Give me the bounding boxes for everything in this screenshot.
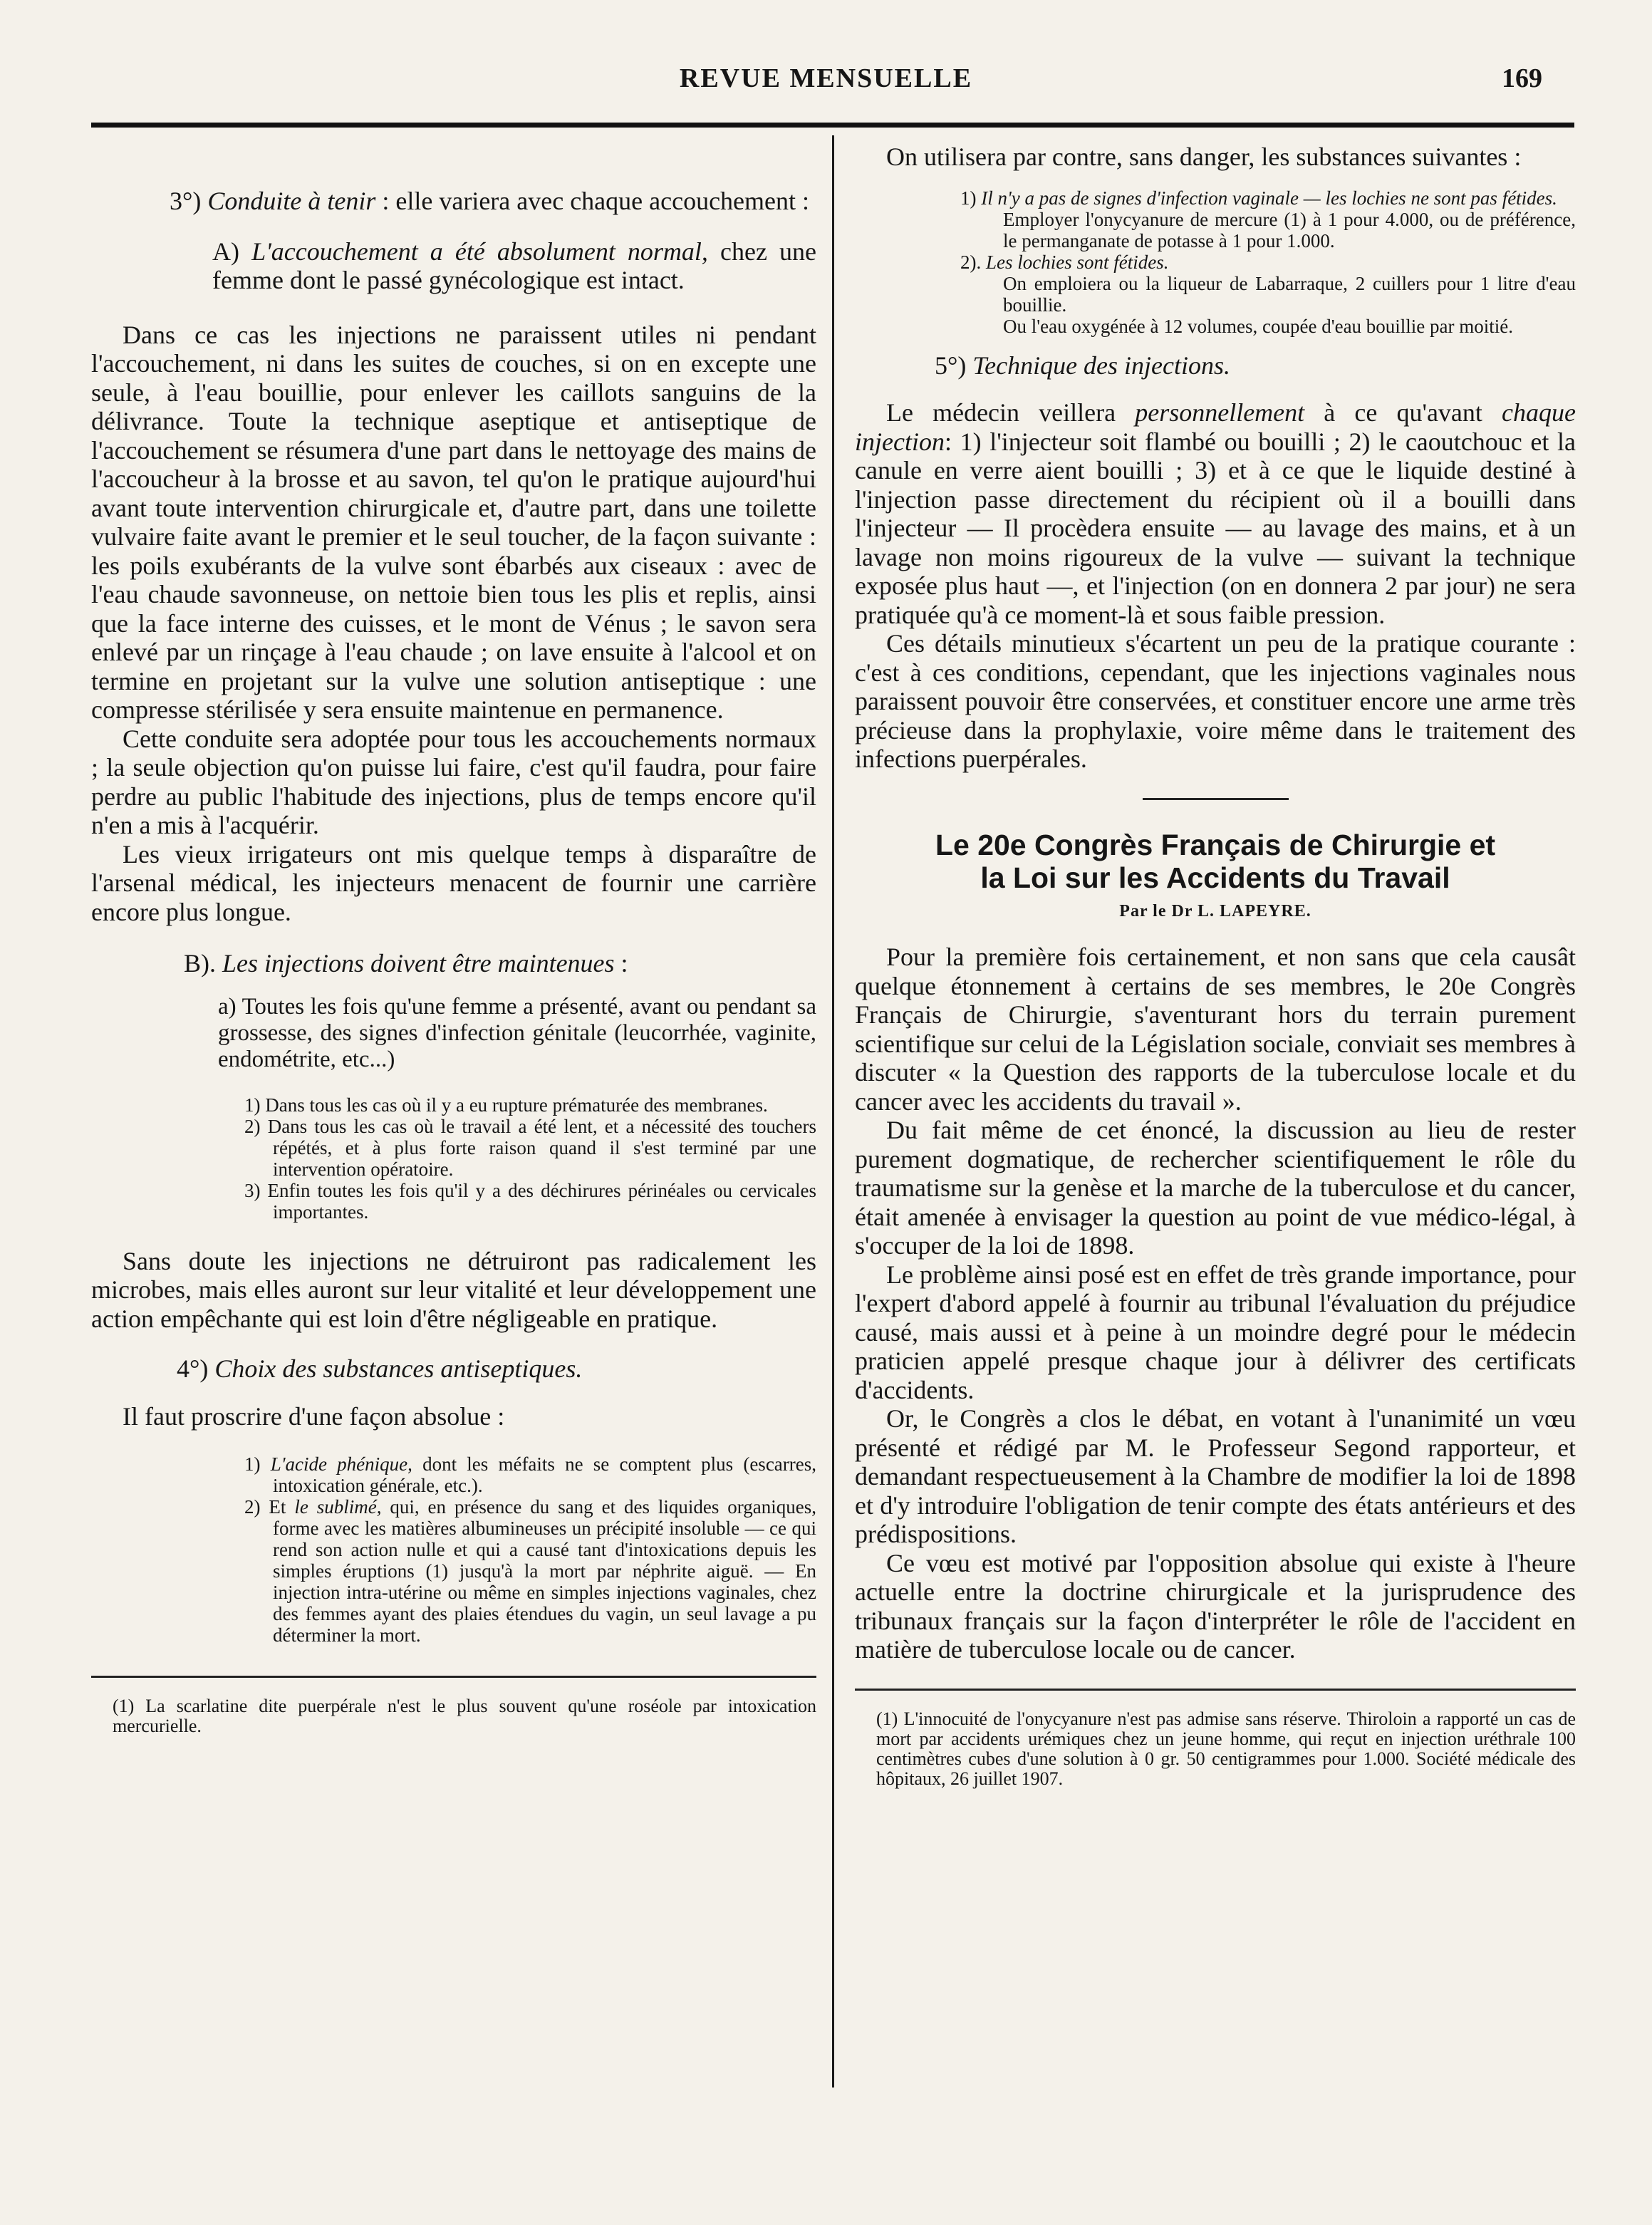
- list-allowed-substances: [960, 187, 1576, 337]
- section-separator: [1143, 798, 1289, 800]
- paragraph-statement: Du fait même de cet énoncé, la discussion au lieu de rester purement dogmatique, de rechercher scientifiquement le rôle du traumatisme sur la genèse et la marche de la tuberculose et du cancer, était amenée à envisager la question au point de vue médico-légal, à s'occuper de la loi de 1898.: [855, 1116, 1576, 1260]
- subsection-a-label: A): [212, 237, 239, 266]
- paragraph-vote: Or, le Congrès a clos le débat, en votant à l'unanimité un vœu présenté et rédigé par M. le Professeur Segond rapporteur, et demandant respectueusement à la Chambre de modifier la loi de 1898 et d'y introduire l'obligation de tenir compte des états antérieurs et des prédispositions.: [855, 1404, 1576, 1548]
- journal-title: REVUE MENSUELLE: [679, 63, 973, 93]
- list-item: 1) Dans tous les cas où il y a eu rupture prématurée des membranes.: [244, 1094, 768, 1116]
- list-item-phenic-acid: [244, 1453, 816, 1496]
- subsection-a-heading: [212, 237, 816, 295]
- list-proscribed-substances: [244, 1453, 816, 1646]
- list-item-text: dont les méfaits ne se comptent plus (escarres, intoxication générale, etc.).: [273, 1453, 817, 1496]
- list-item: 3) Enfin toutes les fois qu'il y a des déchirures périnéales ou cervicales importantes.: [244, 1179, 816, 1223]
- subsection-b-heading: [184, 949, 816, 978]
- footnote-right: (1) L'innocuité de l'onycyanure n'est pas admise sans réserve. Thiroloin a rapporté un cas de mort par accidents urémiques chez un jeune homme, qui reçut en injection uréthrale 100 centimètres cubes d'une solution à 0 gr. 50 centigrammes pour 1.000. Société médicale des hôpitaux, 26 juillet 1907.: [876, 1708, 1576, 1789]
- paragraph-details: Ces détails minutieux s'écartent un peu de la pratique courante : c'est à ces conditions, cependant, que les injections vaginales nous paraissent pouvoir être conservées, et constituer encore une arme très précieuse dans la prophylaxie, voire même dans le traitement des infections puerpérales.: [855, 629, 1576, 773]
- section-5-heading: [935, 351, 1576, 380]
- list-item-number: 2) Et: [244, 1496, 286, 1518]
- paragraph-proscribe: Il faut proscrire d'une façon absolue :: [123, 1401, 505, 1431]
- paragraph-conduct: Cette conduite sera adoptée pour tous les accouchements normaux ; la seule objection qu'on puisse lui faire, c'est qu'il faudra, pour faire perdre au public l'habitude des injections, plus de temps encore qu'il n'en a mis à l'acquérir.: [91, 724, 816, 839]
- subsection-a-rest: chez une femme dont le passé gynécologique est intact.: [212, 237, 817, 294]
- section-3-title: Conduite à tenir: [207, 187, 376, 215]
- paragraph-irrigators: Les vieux irrigateurs ont mis quelque temps à disparaître de l'arsenal médical, les injecteurs menacent de fournir une carrière encore plus longue.: [91, 839, 816, 926]
- paragraph-congress: Pour la première fois certainement, et non sans que cela causât quelque étonnement à certains de ses membres, le 20e Congrès Français de Chirurgie, s'aventurant hors du terrain purement scientifique sur celui de la Législation sociale, conviait ses membres à discuter « la Question des rapports de la tuberculose locale et du cancer avec les accidents du travail ».: [855, 943, 1576, 1116]
- paragraph-microbes: Sans doute les injections ne détruiront pas radicalement les microbes, mais elles auront sur leur vitalité et leur développement une action empêchante qui est loin d'être négligeable en pratique.: [91, 1246, 816, 1333]
- subsection-b-label: B).: [184, 949, 216, 977]
- page-number: 169: [1502, 63, 1542, 93]
- list-item-text: On emploiera ou la liqueur de Labarraque, 2 cuillers pour 1 litre d'eau bouillie.: [1003, 272, 1576, 316]
- section-5-number: 5°): [935, 351, 967, 380]
- subsection-a-title: L'accouchement a été absolument normal,: [251, 237, 708, 266]
- section-4-number: 4°): [177, 1354, 209, 1383]
- section-5-title: Technique des injections.: [972, 351, 1231, 380]
- paragraph-wish: Ce vœu est motivé par l'opposition absolue qui existe à l'heure actuelle entre la doctrine chirurgicale et la jurisprudence des tribunaux français sur la façon d'interpréter le rôle de l'accident en matière de tuberculose locale ou de cancer.: [855, 1548, 1576, 1664]
- header-rule: [91, 123, 1574, 128]
- left-column: [91, 142, 816, 1736]
- article-title-line-2: la Loi sur les Accidents du Travail: [980, 861, 1450, 894]
- footnote-left: (1) La scarlatine dite puerpérale n'est le plus souvent qu'une roséole par intoxication mercurielle.: [113, 1696, 816, 1736]
- paragraph-problem: Le problème ainsi posé est en effet de très grande importance, pour l'expert d'abord appelé à fournir au tribunal l'évaluation du préjudice causé, mais aussi et à peine à un moindre degré pour le médecin praticien appelé presque chaque jour à délivrer des certificats d'accidents.: [855, 1260, 1576, 1404]
- list-item-number: 2).: [960, 251, 982, 273]
- list-item: 2) Dans tous les cas où le travail a été lent, et a nécessité des touchers répétés, et à plus forte raison quand il s'est terminé par une intervention opératoire.: [244, 1115, 816, 1180]
- list-item-sublimate: [244, 1496, 816, 1646]
- list-item-no-infection: [960, 187, 1576, 209]
- text-run-italic: chaque injection: [855, 398, 1576, 456]
- list-item-text: Employer l'onycyanure de mercure (1) à 1 pour 4.000, ou de préférence, le permanganate de potasse à 1 pour 1.000.: [1003, 208, 1576, 251]
- article-heading: [855, 829, 1576, 926]
- section-3-number: 3°): [170, 187, 202, 215]
- running-head: [0, 63, 1652, 105]
- list-maintain-injections: [244, 1094, 816, 1223]
- article-byline: Par le Dr L. LAPEYRE.: [1119, 901, 1311, 920]
- list-item-text: qui, en présence du sang et des liquides organiques, forme avec les matières albumineuses un précipité insoluble — ce qui rend son action nulle et qui a causé tant d'intoxications depuis les simples éruptions (1) jusqu'à la mort par néphrite aiguë. — En injection intra-utérine ou même en simples injections vaginales, chez des femmes ayant des plaies étendues du vagin, un seul lavage a pu déterminer la mort.: [273, 1496, 817, 1646]
- subsection-b-title: Les injections doivent être maintenues: [222, 949, 615, 977]
- list-item-term: L'acide phénique,: [270, 1453, 412, 1475]
- section-4-heading: [177, 1354, 816, 1384]
- article-title-line-1: Le 20e Congrès Français de Chirurgie et: [935, 828, 1496, 861]
- list-item-condition: Il n'y a pas de signes d'infection vaginale — les lochies ne sont pas fétides.: [981, 187, 1557, 209]
- paragraph-substances-allowed: On utilisera par contre, sans danger, les substances suivantes :: [886, 142, 1522, 171]
- footnote-rule: [855, 1689, 1576, 1691]
- subsection-b-colon: :: [620, 949, 628, 977]
- section-3-rest: : elle variera avec chaque accouchement :: [382, 187, 810, 215]
- paragraph-infection-signs: a) Toutes les fois qu'une femme a présenté, avant ou pendant sa grossesse, des signes d'infection génitale (leucorrhée, vaginite, endométrite, etc...): [218, 993, 816, 1072]
- list-item-number: 1): [960, 187, 977, 209]
- column-divider: [832, 135, 834, 2087]
- text-run: Le médecin veillera: [886, 398, 1116, 427]
- list-item-fetid: [960, 251, 1576, 273]
- footnote-rule: [91, 1676, 816, 1678]
- list-item-condition: Les lochies sont fétides.: [986, 251, 1169, 273]
- text-run: : 1) l'injecteur soit flambé ou bouilli ; 2) le caoutchouc et la canule en verre aient bouilli ; 3) et à ce que le liquide destiné à l'injection passe directement du récipient où il a bouilli dans l'injecteur — Il procèdera ensuite — au lavage des mains, et à un lavage non moins rigoureux de la vulve — suivant la technique exposée plus haut —, et l'injection (on en donnera 2 par jour) ne sera pratiquée qu'à ce moment-là et sous faible pression.: [855, 427, 1576, 629]
- list-item-term: le sublimé,: [294, 1496, 382, 1518]
- text-run: à ce qu'avant: [1324, 398, 1482, 427]
- section-3-heading: [170, 187, 816, 216]
- paragraph-normal-delivery: Dans ce cas les injections ne paraissent utiles ni pendant l'accouchement, ni dans les suites de couches, si on en excepte une seule, à l'eau bouillie, pour enlever les caillots sanguins de la délivrance. Toute la technique aseptique et antiseptique de l'accouchement se résumera d'une part dans le nettoyage des mains de l'accoucheur à la brosse et au savon, tel qu'on le pratique aujourd'hui avant toute intervention chirurgicale et, d'autre part, dans une toilette vulvaire faite avant le premier et le seul toucher, de la façon suivante : les poils exubérants de la vulve sont ébarbés aux ciseaux : avec de l'eau chaude savonneuse, on nettoie bien tous les plis et replis, ainsi que la face interne des cuisses, et le mont de Vénus ; le savon sera enlevé par un rinçage à l'eau chaude ; on lave ensuite à l'alcool et on termine en projetant sur la vulve une solution antiseptique : une compresse stérilisée y sera ensuite maintenue en permanence.: [91, 320, 816, 724]
- right-column: [855, 142, 1576, 1789]
- section-4-title: Choix des substances antiseptiques.: [214, 1354, 583, 1383]
- list-item-number: 1): [244, 1453, 261, 1475]
- text-run-italic: personnellement: [1135, 398, 1305, 427]
- list-item-text: Ou l'eau oxygénée à 12 volumes, coupée d'eau bouillie par moitié.: [1003, 315, 1514, 337]
- paragraph-technique: [855, 398, 1576, 629]
